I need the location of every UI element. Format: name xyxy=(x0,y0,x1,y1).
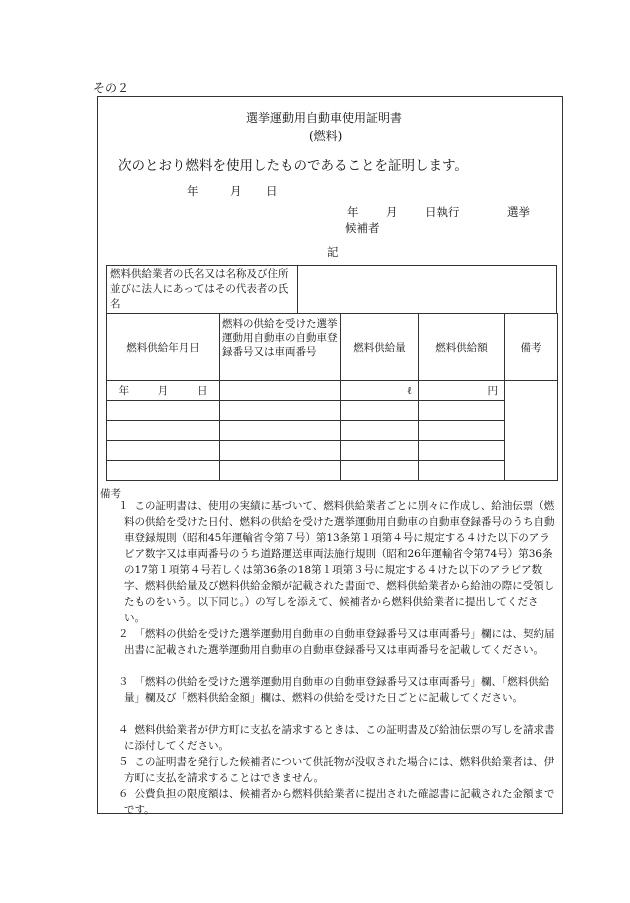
election-date-month: 月 xyxy=(386,205,398,219)
col-remarks: 備考 xyxy=(505,314,558,381)
candidate-label: 候補者 xyxy=(345,221,380,235)
issue-date-month: 月 xyxy=(230,184,242,198)
note-item: ６ 公費負担の限度額は、候補者から燃料供給業者に提出された確認書に記載された金額までです。 xyxy=(118,788,555,816)
form-number: その２ xyxy=(93,81,130,95)
table-row xyxy=(107,401,558,421)
supply-date-cell[interactable]: 年 月 日 xyxy=(107,381,220,401)
remarks-cell[interactable] xyxy=(505,381,558,481)
supplier-box xyxy=(106,265,557,314)
fuel-supply-table xyxy=(106,313,558,481)
note-item: ２ 「燃料の供給を受けた選挙運動用自動車の自動車登録番号又は車両番号」欄には、契約届出書に記載された選挙運動用自動車の自動車登録番号又は車両番号を記載してください。 xyxy=(118,628,555,656)
election-date-held: 日執行 xyxy=(425,205,460,219)
note-item: ５ この証明書を発行した候補者について供託物が没収された場合には、燃料供給業者は、伊方町に支払を請求することはできません。 xyxy=(118,756,555,784)
table-header-row xyxy=(107,314,558,381)
supplier-label: 燃料供給業者の氏名又は名称及び住所並びに法人にあってはその代表者の氏名 xyxy=(110,268,289,310)
fuel-price-cell[interactable]: 円 xyxy=(419,381,505,401)
election-date-year: 年 xyxy=(347,205,359,219)
table-row xyxy=(107,441,558,461)
vehicle-number-cell[interactable] xyxy=(220,381,341,401)
fuel-amount-cell[interactable]: ℓ xyxy=(341,381,419,401)
note-item: ４ 燃料供給業者が伊方町に支払を請求するときは、この証明書及び給油伝票の写しを請求書に添付してください。 xyxy=(118,724,555,752)
table-row xyxy=(107,381,558,401)
col-supply-date: 燃料供給年月日 xyxy=(107,314,220,381)
issue-date-year: 年 xyxy=(187,184,199,198)
document-title: 選挙運動用自動車使用証明書 xyxy=(246,111,403,125)
certification-statement: 次のとおり燃料を使用したものであることを証明します。 xyxy=(118,158,468,174)
table-row xyxy=(107,421,558,441)
col-fuel-price: 燃料供給額 xyxy=(419,314,505,381)
table-row xyxy=(107,461,558,481)
notes-heading: 備考 xyxy=(100,488,121,500)
note-item: １ この証明書は、使用の実績に基づいて、燃料供給業者ごとに別々に作成し、給油伝票（燃料の供給を受けた日付、燃料の供給を受けた選挙運動用自動車の自動車登録番号のうち自動車登録規則（昭和45年運輸省令第７号）第13条第１項第４号に規定する４けた以下のアラビア数字又は車両番号のうち道路運送車両法施行規則（昭和26年運輸省令第74号）第36条の17第１項第４号若しくは第36条の18第１項第３号に規定する４けた以下のアラビア数字、燃料供給量及び燃料供給金額が記載された書面で、燃料供給業者から給油の際に受領したものをいう。以下同じ。）の写しを添えて、候補者から燃料供給業者に提出してください。 xyxy=(118,500,555,624)
document-subtitle: (燃料) xyxy=(309,129,343,143)
note-item: ３ 「燃料の供給を受けた選挙運動用自動車の自動車登録番号又は車両番号」欄、「燃料供給量」欄及び「燃料供給金額」欄は、燃料の供給を受けた日ごとに記載してください。 xyxy=(118,676,550,704)
ki-label: 記 xyxy=(327,245,339,259)
supplier-name-field[interactable] xyxy=(299,266,556,313)
issue-date-day: 日 xyxy=(266,184,278,198)
col-vehicle-number: 燃料の供給を受けた選挙運動用自動車の自動車登録番号又は車両番号 xyxy=(220,314,341,381)
col-fuel-amount: 燃料供給量 xyxy=(341,314,419,381)
election-name: 選挙 xyxy=(507,205,530,219)
